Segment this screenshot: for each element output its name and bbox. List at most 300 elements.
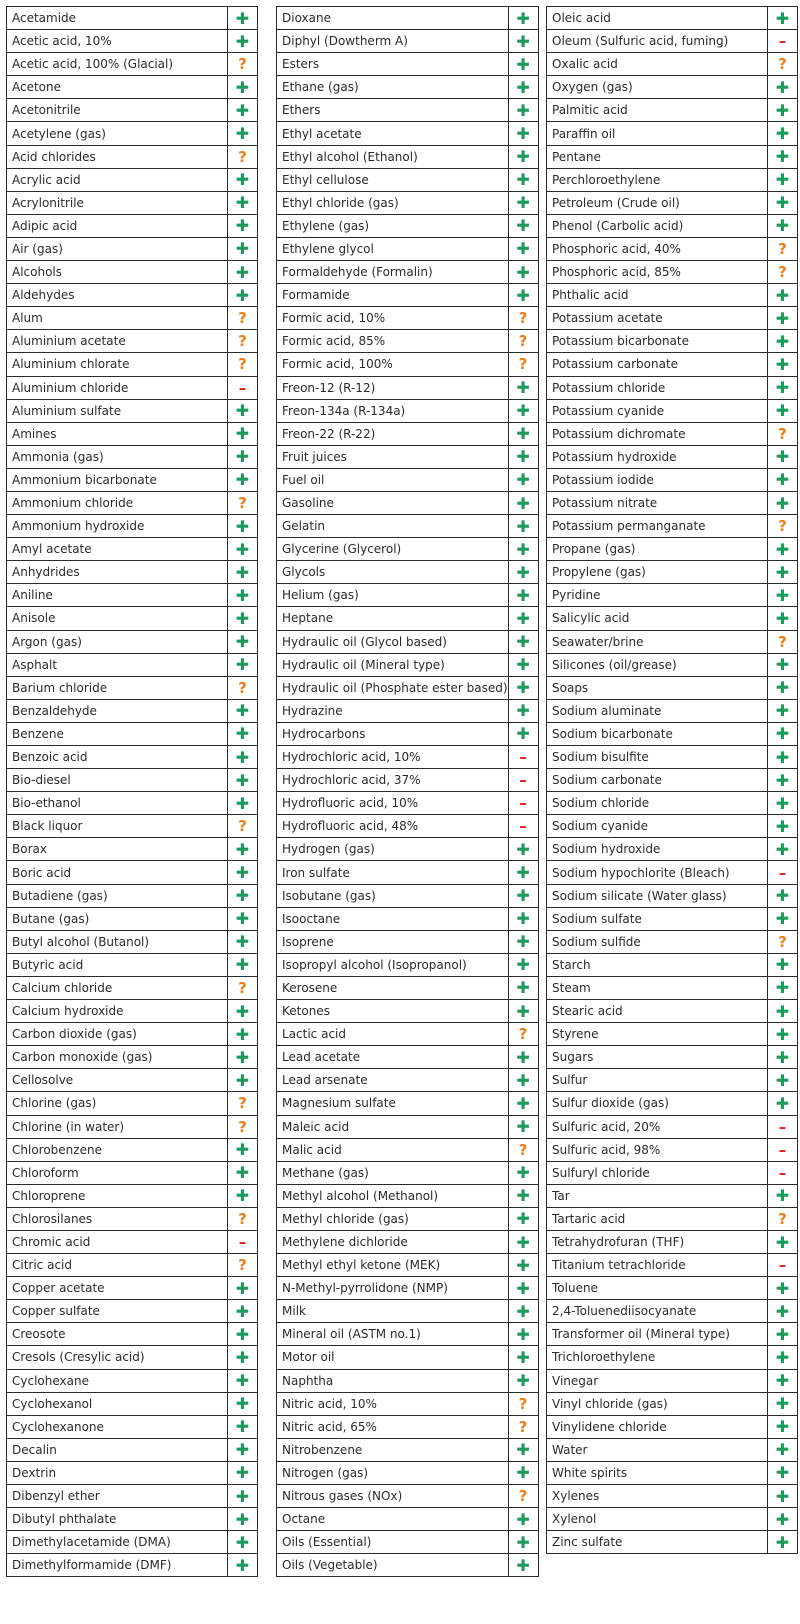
table-row [277, 168, 539, 191]
chemical-name: Naphtha [277, 1369, 509, 1392]
chemical-name: Sodium silicate (Water glass) [547, 884, 768, 907]
table-row [7, 30, 258, 53]
resistant-plus-icon: ✚ [228, 584, 258, 607]
resistant-plus-icon: ✚ [768, 976, 798, 999]
table-row [7, 76, 258, 99]
not-resistant-minus-icon: – [768, 1254, 798, 1277]
resistant-plus-icon: ✚ [508, 422, 538, 445]
resistant-plus-icon: ✚ [768, 1346, 798, 1369]
chemical-name: Acetic acid, 10% [7, 30, 228, 53]
table-row [547, 515, 798, 538]
resistant-plus-icon: ✚ [768, 1092, 798, 1115]
chemical-name: Dimethylformamide (DMF) [7, 1554, 228, 1577]
table-row [547, 1207, 798, 1230]
chemical-name: Paraffin oil [547, 122, 768, 145]
table-row [277, 445, 539, 468]
chemical-name: Nitrobenzene [277, 1438, 509, 1461]
table-row [277, 1254, 539, 1277]
resistant-plus-icon: ✚ [768, 953, 798, 976]
table-row [277, 145, 539, 168]
table-row [277, 99, 539, 122]
chemical-name: Sodium carbonate [547, 769, 768, 792]
chemical-name: Hydrofluoric acid, 10% [277, 792, 509, 815]
table-row [7, 330, 258, 353]
table-row [7, 53, 258, 76]
chemical-name: Lactic acid [277, 1023, 509, 1046]
table-row [547, 1300, 798, 1323]
chemical-name: Xylenes [547, 1485, 768, 1508]
limited-question-icon: ? [508, 307, 538, 330]
table-row [547, 838, 798, 861]
chemical-name: Silicones (oil/grease) [547, 653, 768, 676]
chemical-name: Potassium chloride [547, 376, 768, 399]
chemical-name: Formic acid, 85% [277, 330, 509, 353]
chemical-name: Octane [277, 1508, 509, 1531]
table-row [7, 99, 258, 122]
chemical-name: Pyridine [547, 584, 768, 607]
resistant-plus-icon: ✚ [228, 1485, 258, 1508]
chemical-name: Steam [547, 976, 768, 999]
chemical-name: Aluminium acetate [7, 330, 228, 353]
table-row [7, 1461, 258, 1484]
resistant-plus-icon: ✚ [228, 838, 258, 861]
chemical-name: Glycols [277, 561, 509, 584]
resistant-plus-icon: ✚ [228, 1046, 258, 1069]
resistant-plus-icon: ✚ [508, 376, 538, 399]
table-row [277, 468, 539, 491]
chemical-name: Barium chloride [7, 676, 228, 699]
resistant-plus-icon: ✚ [508, 1438, 538, 1461]
table-row [7, 1023, 258, 1046]
chemical-name: Borax [7, 838, 228, 861]
chemical-name: Hydraulic oil (Mineral type) [277, 653, 509, 676]
chemical-name: Methyl alcohol (Methanol) [277, 1184, 509, 1207]
table-row [547, 676, 798, 699]
limited-question-icon: ? [508, 330, 538, 353]
table-row [7, 353, 258, 376]
resistant-plus-icon: ✚ [508, 699, 538, 722]
not-resistant-minus-icon: – [768, 1138, 798, 1161]
table-row [7, 907, 258, 930]
limited-question-icon: ? [508, 1023, 538, 1046]
table-row [547, 861, 798, 884]
resistant-plus-icon: ✚ [508, 953, 538, 976]
table-row [277, 1046, 539, 1069]
table-row [277, 1184, 539, 1207]
resistant-plus-icon: ✚ [228, 1461, 258, 1484]
resistant-plus-icon: ✚ [228, 1323, 258, 1346]
resistant-plus-icon: ✚ [768, 1000, 798, 1023]
chemical-name: Freon-134a (R-134a) [277, 399, 509, 422]
table-row [547, 191, 798, 214]
limited-question-icon: ? [228, 53, 258, 76]
limited-question-icon: ? [228, 145, 258, 168]
table-row [547, 145, 798, 168]
resistant-plus-icon: ✚ [508, 676, 538, 699]
resistant-plus-icon: ✚ [228, 722, 258, 745]
not-resistant-minus-icon: – [228, 376, 258, 399]
chemical-name: Ethylene (gas) [277, 214, 509, 237]
resistant-plus-icon: ✚ [508, 630, 538, 653]
table-row [547, 30, 798, 53]
resistant-plus-icon: ✚ [228, 953, 258, 976]
chemical-name: Hydrochloric acid, 37% [277, 769, 509, 792]
table-row [7, 1000, 258, 1023]
table-row [547, 699, 798, 722]
chemical-name: Methyl ethyl ketone (MEK) [277, 1254, 509, 1277]
chemical-name: Sodium chloride [547, 792, 768, 815]
resistant-plus-icon: ✚ [508, 1230, 538, 1253]
chemical-name: Sodium bisulfite [547, 746, 768, 769]
resistant-plus-icon: ✚ [508, 1461, 538, 1484]
resistant-plus-icon: ✚ [228, 7, 258, 30]
chemical-name: Acid chlorides [7, 145, 228, 168]
chemical-name: Diphyl (Dowtherm A) [277, 30, 509, 53]
resistant-plus-icon: ✚ [508, 538, 538, 561]
table-row [7, 976, 258, 999]
resistant-plus-icon: ✚ [508, 261, 538, 284]
table-row [7, 838, 258, 861]
table-row [7, 1230, 258, 1253]
table-row [277, 1438, 539, 1461]
chemical-name: Vinylidene chloride [547, 1415, 768, 1438]
table-row [277, 884, 539, 907]
chemical-name: Dibenzyl ether [7, 1485, 228, 1508]
resistant-plus-icon: ✚ [508, 445, 538, 468]
resistant-plus-icon: ✚ [508, 976, 538, 999]
table-row [277, 607, 539, 630]
table-row [277, 122, 539, 145]
table-row [277, 953, 539, 976]
chemical-name: Hydrofluoric acid, 48% [277, 815, 509, 838]
not-resistant-minus-icon: – [768, 1115, 798, 1138]
chemical-name: Black liquor [7, 815, 228, 838]
chemical-name: Dioxane [277, 7, 509, 30]
table-row [547, 722, 798, 745]
chemical-name: Cyclohexane [7, 1369, 228, 1392]
chemical-name: N-Methyl-pyrrolidone (NMP) [277, 1277, 509, 1300]
limited-question-icon: ? [228, 307, 258, 330]
table-row [7, 1323, 258, 1346]
table-row [277, 30, 539, 53]
chemical-name: Tetrahydrofuran (THF) [547, 1230, 768, 1253]
chemical-name: Zinc sulfate [547, 1531, 768, 1554]
chemical-name: Potassium dichromate [547, 422, 768, 445]
chemical-name: Freon-12 (R-12) [277, 376, 509, 399]
resistant-plus-icon: ✚ [228, 76, 258, 99]
chemical-name: Aluminium chloride [7, 376, 228, 399]
chemical-name: Chlorosilanes [7, 1207, 228, 1230]
table-row [547, 1230, 798, 1253]
resistant-plus-icon: ✚ [508, 7, 538, 30]
table-row [7, 1485, 258, 1508]
chemical-name: Vinyl chloride (gas) [547, 1392, 768, 1415]
resistant-plus-icon: ✚ [508, 214, 538, 237]
table-row [277, 1461, 539, 1484]
chemical-name: Toluene [547, 1277, 768, 1300]
resistant-plus-icon: ✚ [768, 168, 798, 191]
chemical-name: Gelatin [277, 515, 509, 538]
chemical-name: Lead arsenate [277, 1069, 509, 1092]
limited-question-icon: ? [768, 237, 798, 260]
table-row [277, 1531, 539, 1554]
table-row [7, 884, 258, 907]
table-row [7, 699, 258, 722]
chemical-name: Magnesium sulfate [277, 1092, 509, 1115]
chemical-name: Citric acid [7, 1254, 228, 1277]
chemical-name: Benzene [7, 722, 228, 745]
table-row [7, 1346, 258, 1369]
resistant-plus-icon: ✚ [228, 699, 258, 722]
table-row [547, 953, 798, 976]
table-row [7, 607, 258, 630]
resistant-plus-icon: ✚ [768, 722, 798, 745]
table-row [277, 1392, 539, 1415]
table-row [547, 746, 798, 769]
chemical-name: Aluminium sulfate [7, 399, 228, 422]
chemical-name: Anisole [7, 607, 228, 630]
resistant-plus-icon: ✚ [768, 1069, 798, 1092]
chemical-name: Butyl alcohol (Butanol) [7, 930, 228, 953]
limited-question-icon: ? [228, 353, 258, 376]
table-row [547, 1485, 798, 1508]
table-row [7, 1184, 258, 1207]
resistant-plus-icon: ✚ [768, 214, 798, 237]
table-row [7, 861, 258, 884]
limited-question-icon: ? [768, 422, 798, 445]
table-row [7, 930, 258, 953]
resistant-plus-icon: ✚ [228, 1369, 258, 1392]
chemical-name: Adipic acid [7, 214, 228, 237]
resistant-plus-icon: ✚ [228, 237, 258, 260]
table-row [547, 1369, 798, 1392]
table-row [547, 168, 798, 191]
chemical-name: Decalin [7, 1438, 228, 1461]
table-row [547, 884, 798, 907]
limited-question-icon: ? [508, 1415, 538, 1438]
chemical-name: Nitric acid, 10% [277, 1392, 509, 1415]
chemical-name: Transformer oil (Mineral type) [547, 1323, 768, 1346]
table-row [7, 1138, 258, 1161]
limited-question-icon: ? [228, 1207, 258, 1230]
resistant-plus-icon: ✚ [768, 122, 798, 145]
table-row [547, 307, 798, 330]
not-resistant-minus-icon: – [768, 30, 798, 53]
resistant-plus-icon: ✚ [508, 237, 538, 260]
table-row [277, 1277, 539, 1300]
not-resistant-minus-icon: – [768, 861, 798, 884]
table-row [547, 53, 798, 76]
chemical-name: Potassium iodide [547, 468, 768, 491]
resistant-plus-icon: ✚ [228, 515, 258, 538]
table-row [277, 907, 539, 930]
resistant-plus-icon: ✚ [228, 1184, 258, 1207]
chemical-name: Esters [277, 53, 509, 76]
chemical-name: Copper sulfate [7, 1300, 228, 1323]
resistant-plus-icon: ✚ [508, 861, 538, 884]
chemical-name: Ethyl chloride (gas) [277, 191, 509, 214]
resistant-plus-icon: ✚ [768, 792, 798, 815]
limited-question-icon: ? [228, 491, 258, 514]
resistant-plus-icon: ✚ [768, 607, 798, 630]
resistant-plus-icon: ✚ [768, 1508, 798, 1531]
chemical-name: Iron sulfate [277, 861, 509, 884]
table-row [547, 99, 798, 122]
resistant-plus-icon: ✚ [768, 676, 798, 699]
table-row [277, 7, 539, 30]
chemical-name: Potassium carbonate [547, 353, 768, 376]
chemical-name: Seawater/brine [547, 630, 768, 653]
table-row [277, 538, 539, 561]
table-row [277, 561, 539, 584]
chemical-name: Air (gas) [7, 237, 228, 260]
chemical-name: Motor oil [277, 1346, 509, 1369]
table-row [277, 422, 539, 445]
resistant-plus-icon: ✚ [508, 1346, 538, 1369]
chemical-name: Sodium bicarbonate [547, 722, 768, 745]
table-row [547, 491, 798, 514]
table-row [7, 1161, 258, 1184]
resistant-plus-icon: ✚ [508, 653, 538, 676]
chemical-name: Ammonium hydroxide [7, 515, 228, 538]
table-row [547, 1069, 798, 1092]
resistant-plus-icon: ✚ [228, 99, 258, 122]
chemical-name: Soaps [547, 676, 768, 699]
chemical-name: Sodium sulfide [547, 930, 768, 953]
table-row [277, 214, 539, 237]
resistant-plus-icon: ✚ [508, 1046, 538, 1069]
limited-question-icon: ? [768, 930, 798, 953]
resistant-plus-icon: ✚ [508, 722, 538, 745]
resistant-plus-icon: ✚ [768, 1230, 798, 1253]
chemical-name: Isooctane [277, 907, 509, 930]
table-row [547, 538, 798, 561]
table-row [547, 976, 798, 999]
table-row [277, 1485, 539, 1508]
resistant-plus-icon: ✚ [768, 1415, 798, 1438]
chemical-name: Phosphoric acid, 40% [547, 237, 768, 260]
chemical-name: Chloroprene [7, 1184, 228, 1207]
resistant-plus-icon: ✚ [508, 884, 538, 907]
table-row [547, 468, 798, 491]
resistant-plus-icon: ✚ [228, 653, 258, 676]
chemical-name: Oils (Vegetable) [277, 1554, 509, 1577]
chemical-name: Formic acid, 10% [277, 307, 509, 330]
chemical-name: Chlorine (gas) [7, 1092, 228, 1115]
table-row [7, 584, 258, 607]
resistant-plus-icon: ✚ [228, 792, 258, 815]
chemical-name: Ethane (gas) [277, 76, 509, 99]
chemical-name: Ethyl alcohol (Ethanol) [277, 145, 509, 168]
table-row [7, 1115, 258, 1138]
chemical-name: Dimethylacetamide (DMA) [7, 1531, 228, 1554]
resistant-plus-icon: ✚ [508, 1207, 538, 1230]
resistant-plus-icon: ✚ [508, 515, 538, 538]
not-resistant-minus-icon: – [228, 1230, 258, 1253]
resistant-plus-icon: ✚ [508, 838, 538, 861]
table-row [7, 376, 258, 399]
table-row [277, 1346, 539, 1369]
table-row [547, 1277, 798, 1300]
table-row [547, 1000, 798, 1023]
chemical-name: Potassium hydroxide [547, 445, 768, 468]
chemical-name: Sulfur [547, 1069, 768, 1092]
chemical-name: Acrylonitrile [7, 191, 228, 214]
chemical-name: Carbon monoxide (gas) [7, 1046, 228, 1069]
table-row [547, 1531, 798, 1554]
chemical-name: Bio-ethanol [7, 792, 228, 815]
table-row [7, 1069, 258, 1092]
limited-question-icon: ? [768, 1207, 798, 1230]
chemical-name: Hydrogen (gas) [277, 838, 509, 861]
table-row [7, 1369, 258, 1392]
resistant-plus-icon: ✚ [768, 907, 798, 930]
chemical-name: Fuel oil [277, 468, 509, 491]
resistant-plus-icon: ✚ [508, 145, 538, 168]
chemical-name: Methane (gas) [277, 1161, 509, 1184]
table-row [277, 815, 539, 838]
not-resistant-minus-icon: – [508, 769, 538, 792]
resistant-plus-icon: ✚ [508, 491, 538, 514]
table-row [7, 1207, 258, 1230]
table-row [7, 445, 258, 468]
table-row [7, 122, 258, 145]
table-row [277, 1092, 539, 1115]
chemical-name: Phosphoric acid, 85% [547, 261, 768, 284]
chemical-name: Nitric acid, 65% [277, 1415, 509, 1438]
table-row [7, 7, 258, 30]
resistant-plus-icon: ✚ [768, 191, 798, 214]
chemical-name: Sodium aluminate [547, 699, 768, 722]
resistant-plus-icon: ✚ [228, 1000, 258, 1023]
table-row [7, 653, 258, 676]
table-row [7, 561, 258, 584]
resistant-plus-icon: ✚ [768, 699, 798, 722]
table-row [547, 422, 798, 445]
resistant-plus-icon: ✚ [768, 746, 798, 769]
table-row [7, 145, 258, 168]
limited-question-icon: ? [508, 353, 538, 376]
resistant-plus-icon: ✚ [228, 445, 258, 468]
table-row [547, 1461, 798, 1484]
chemical-name: Palmitic acid [547, 99, 768, 122]
table-row [547, 261, 798, 284]
table-row [547, 1161, 798, 1184]
chemical-name: Vinegar [547, 1369, 768, 1392]
resistant-plus-icon: ✚ [508, 1069, 538, 1092]
limited-question-icon: ? [768, 261, 798, 284]
chemical-name: Nitrogen (gas) [277, 1461, 509, 1484]
resistant-plus-icon: ✚ [508, 607, 538, 630]
resistant-plus-icon: ✚ [228, 1023, 258, 1046]
chemical-name: Acetone [7, 76, 228, 99]
table-row [7, 307, 258, 330]
chemical-name: Isopropyl alcohol (Isopropanol) [277, 953, 509, 976]
table-row [547, 1254, 798, 1277]
chemical-name: Sulfur dioxide (gas) [547, 1092, 768, 1115]
table-row [547, 561, 798, 584]
chemical-name: Argon (gas) [7, 630, 228, 653]
resistant-plus-icon: ✚ [768, 353, 798, 376]
resistant-plus-icon: ✚ [228, 907, 258, 930]
table-row [7, 214, 258, 237]
table-row [277, 1300, 539, 1323]
resistant-plus-icon: ✚ [228, 1300, 258, 1323]
table-row [547, 353, 798, 376]
chemical-name: Sulfuric acid, 98% [547, 1138, 768, 1161]
chemical-name: Petroleum (Crude oil) [547, 191, 768, 214]
table-row [7, 1254, 258, 1277]
